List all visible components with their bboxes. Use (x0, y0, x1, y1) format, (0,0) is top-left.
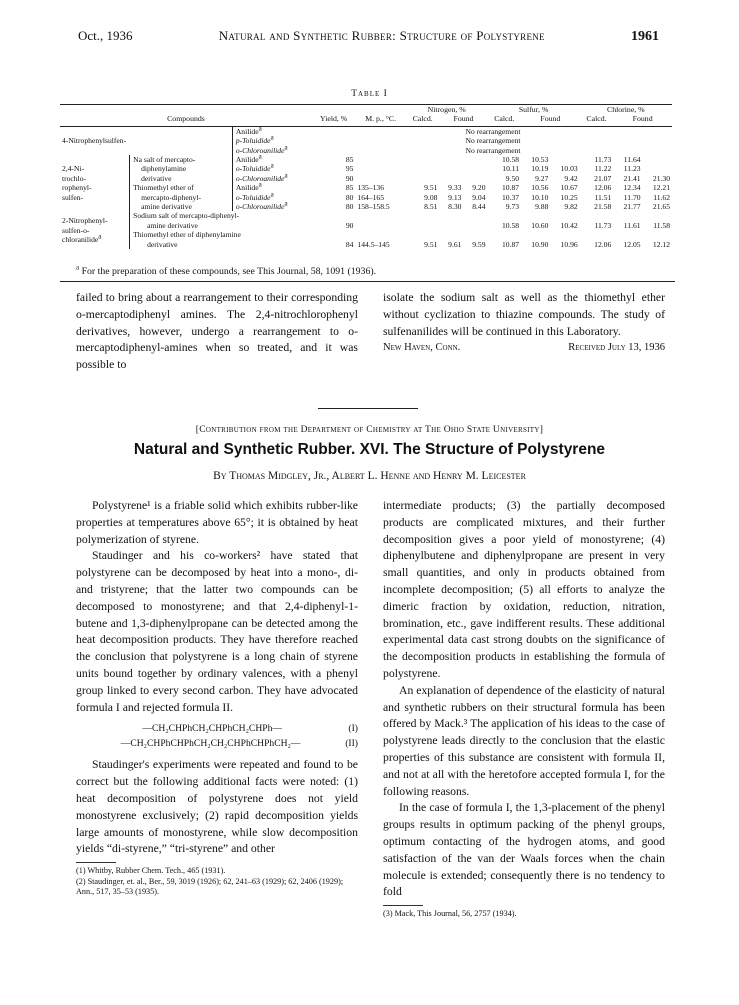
cl-calcd-cell: 11.73 (594, 220, 612, 230)
n-found-cell: 9.61 (448, 239, 462, 249)
cl-found-cell: 11.62 (653, 192, 670, 202)
table-row (60, 155, 672, 164)
header-n-found: Found (453, 114, 474, 124)
paragraph: failed to bring about a rearrangement to their corresponding o-mercaptodiphenyl amines. The 2,4-nitrochlorophenyl derivatives, however, undergo a rearrangement to o-mercaptodiphenyl-amines when so treated, and it was possible to (76, 291, 358, 372)
derivative: o-Chloroanilide$^a$ (232, 202, 312, 211)
paragraph: isolate the sodium salt as well as the thiomethyl ether without cyclization to thiazine compounds. The study of sulfenanilides will be continued in this Laboratory. (383, 291, 665, 338)
cl-found-cell: 11.70 (623, 192, 641, 202)
derivative: Anilide$^a$ (232, 183, 312, 192)
n-calcd-cell: 8.51 (424, 202, 438, 212)
footnote: (3) Mack, This Journal, 56, 2757 (1934). (383, 909, 517, 919)
n-found-cell: 8.44 (472, 202, 486, 212)
table-bottom-rule (60, 281, 675, 282)
s-calcd-cell: 10.87 (501, 239, 520, 249)
s-calcd-cell: 9.50 (505, 173, 520, 183)
cl-calcd-cell: 21.07 (594, 173, 612, 183)
cl-found-cell: 11.23 (623, 164, 641, 174)
header-yield: Yield, % (320, 114, 348, 124)
compound-name: 2-Nitrophenyl- sulfen-o- chloranilide$^a$ (62, 216, 108, 244)
header-compounds: Compounds (167, 114, 205, 124)
footnote-rule (383, 905, 423, 906)
cl-found-cell: 11.64 (623, 155, 641, 165)
cl-calcd-cell: 11.22 (594, 164, 612, 174)
header-s-calcd: Calcd. (494, 114, 515, 124)
cl-found-cell: 21.30 (652, 173, 670, 183)
cl-calcd-cell: 11.73 (594, 155, 612, 165)
footnote: (2) Staudinger, et. al., Ber., 59, 3019 (1926); 62, 241–63 (1929); 62, 2406 (1929); Ann., 517, 35–53 (1935). (76, 876, 344, 896)
s-calcd-cell: 10.87 (501, 183, 520, 193)
contribution-line: [Contribution from the Department of Chemistry at The Ohio State University] (195, 425, 544, 435)
running-header (78, 28, 659, 46)
s-found-cell: 10.60 (531, 220, 549, 230)
derivative: o-Toluidide$^a$ (232, 164, 312, 173)
cl-calcd-cell: 12.06 (594, 239, 612, 249)
table-row (60, 126, 672, 136)
n-found-cell: 9.20 (472, 183, 486, 193)
table-row (60, 230, 672, 249)
derivative: o-Chloroanilide$^a$ (232, 146, 312, 155)
paragraph: intermediate products; (3) the partially decomposed products are complicated mixtures, and their further decomposition gives a poor yield of monostyrene; (4) diphenylbutene and diphenylpropane are present in very small quantities, and only in products obtained from incomplete decomposition; (5) all efforts to analyze the dimeric fraction by oxidation, reduction, nitration, bromination, etc., gave indifferent results. These additional experimental data cast strong doubts on the significance of the decomposition products in establishing the formula of polystyrene. (383, 499, 665, 680)
cl-found-cell: 12.05 (623, 239, 641, 249)
compound-name: 4-Nitrophenylsulfen- (62, 136, 127, 146)
cl-calcd-cell: 11.51 (594, 192, 612, 202)
n-found-cell: 9.59 (472, 239, 486, 249)
cl-found-cell: 21.65 (652, 202, 670, 212)
paragraph: In the case of formula I, the 1,3-placement of the phenyl groups results in optimum packing of the phenyl groups, optimum contacting of the hydrogen atoms, and good satisfaction of the van der Waals forces when the chain molecule is extended; consequently there is no tendency to fold (383, 801, 665, 899)
yield-cell: 90 (345, 220, 354, 230)
derivative: Thiomethyl ether of diphenylamine derivative (130, 230, 312, 249)
note: No rearrangement (465, 145, 521, 155)
s-found-cell: 10.90 (531, 239, 549, 249)
received-date: Received July 13, 1936 (568, 342, 665, 354)
place: New Haven, Conn. (383, 342, 461, 354)
s-found-cell: 10.56 (531, 183, 549, 193)
note: No rearrangement (465, 126, 521, 136)
yield-cell: 80 (345, 202, 354, 212)
s-found-cell: 9.27 (535, 173, 549, 183)
cl-found-cell: 21.41 (623, 173, 641, 183)
paragraph: Staudinger and his co-workers² have stated that polystyrene can be decomposed by heat into a mono-, di- and tristyrene; that the latter two compounds can be decomposed to monostyrene; and that 2,4-diphenyl-1-butene and 1,3-diphenylpropane can be detected among the heat decomposition products. They have therefore reached the conclusion that polystyrene is a long chain of styrene units bound together by ordinary valences, with a phenyl group linked to every second carbon. They have advocated formula I and rejected formula II. (76, 549, 358, 714)
s-calcd-cell: 9.73 (505, 202, 520, 212)
header-nitrogen: Nitrogen, % (427, 105, 466, 114)
header-sulfur: Sulfur, % (518, 105, 549, 114)
table-row (60, 211, 672, 230)
s-calcd-cell: 10.58 (501, 220, 520, 230)
derivative: Anilide$^a$ (232, 126, 312, 136)
s-found-cell: 10.03 (560, 164, 578, 174)
n-calcd-cell: 9.51 (424, 239, 438, 249)
n-calcd-cell: 9.51 (424, 183, 438, 193)
data-table (60, 102, 672, 249)
mp-cell: 135–136 (357, 183, 384, 193)
received-line (383, 340, 665, 357)
s-found-cell: 10.96 (560, 239, 578, 249)
s-found-cell: 10.53 (531, 155, 549, 165)
n-found-cell: 9.33 (448, 183, 462, 193)
cl-found-cell: 12.21 (652, 183, 670, 193)
compound-name: 2,4-Ni- trochlo- rophenyl- sulfen- (62, 164, 92, 202)
derivative: Anilide$^a$ (232, 155, 312, 164)
prev-article-left-column (76, 290, 358, 374)
page-number: 1961 (631, 29, 659, 44)
n-found-cell: 9.13 (448, 192, 462, 202)
paragraph: Staudinger's experiments were repeated and found to be correct but the following additional facts were noted: (1) heat decomposition of polystyrene does not yield monostyrene exclusively; (2) rapid decomposition yields large amounts of monostyrene, while slow decomposition yields “di-styrene,” “tri-styrene” and other (76, 758, 358, 856)
yield-cell: 90 (345, 173, 354, 183)
derivative: p-Toluidide$^a$ (232, 136, 312, 145)
s-calcd-cell: 10.58 (501, 155, 520, 165)
yield-cell: 95 (345, 164, 354, 174)
article-title: Natural and Synthetic Rubber. XVI. The Structure of Polystyrene (133, 441, 606, 458)
cl-calcd-cell: 21.58 (594, 202, 612, 212)
table-row (60, 183, 672, 192)
compound-subgroup: Thiomethyl ether of mercapto-diphenyl- amine derivative (130, 183, 233, 211)
derivative: o-Toluidide$^a$ (232, 193, 312, 202)
mp-cell: 144.5–145 (357, 239, 390, 249)
mp-cell: 164–165 (357, 192, 384, 202)
paragraph: An explanation of dependence of the elasticity of natural and synthetic rubbers on their structural formula has been offered by Mack.³ The application of his ideas to the case of polystyrene leads directly to the conclusion that the elastic properties of this substance are consistent with formula II, and not at all with the heretofore accepted formula I, for the following reasons. (383, 683, 665, 798)
compound-subgroup: Na salt of mercapto- diphenylamine derivative (130, 155, 233, 183)
running-title: Natural and Synthetic Rubber: Structure of Polystyrene (218, 28, 545, 43)
n-found-cell: 8.30 (448, 202, 462, 212)
header-mp: M. p., °C. (365, 114, 397, 124)
header-cl-found: Found (632, 114, 653, 124)
s-found-cell: 10.67 (560, 183, 578, 193)
s-found-cell: 10.25 (560, 192, 578, 202)
n-found-cell: 9.04 (472, 192, 486, 202)
yield-cell: 84 (345, 239, 354, 249)
header-s-found: Found (540, 114, 561, 124)
yield-cell: 80 (345, 192, 354, 202)
s-calcd-cell: 10.37 (501, 192, 520, 202)
cl-calcd-cell: 12.06 (594, 183, 612, 193)
prev-article-right-column (383, 290, 665, 357)
cl-found-cell: 12.12 (652, 239, 670, 249)
table-footnote: $^a$ For the preparation of these compounds, see This Journal, 58, 1091 (1936). (76, 263, 377, 277)
cl-found-cell: 21.77 (623, 202, 641, 212)
cl-found-cell: 11.61 (623, 220, 641, 230)
footnote-rule (76, 862, 116, 863)
cl-found-cell: 11.58 (653, 220, 670, 230)
header-cl-calcd: Calcd. (586, 114, 607, 124)
footnote: (1) Whitby, Rubber Chem. Tech., 465 (1931). (76, 866, 226, 876)
s-calcd-cell: 10.11 (502, 164, 520, 174)
mp-cell: 158–158.5 (357, 202, 390, 212)
yield-cell: 85 (345, 155, 354, 165)
author-line: By Thomas Midgley, Jr., Albert L. Henne and Henry M. Leicester (213, 470, 526, 482)
derivative: Sodium salt of mercapto-diphenyl- amine derivative (130, 211, 312, 230)
paragraph: Polystyrene¹ is a friable solid which exhibits rubber-like properties at temperatures above 65°; it is obtained by heat polymerization of styrene. (76, 499, 358, 546)
n-calcd-cell: 9.08 (424, 192, 438, 202)
left-column (76, 498, 358, 897)
s-found-cell: 10.10 (531, 192, 549, 202)
s-found-cell: 10.42 (560, 220, 578, 230)
right-column (383, 498, 665, 920)
section-divider (318, 408, 418, 409)
header-date: Oct., 1936 (78, 28, 133, 43)
derivative: o-Chloroanilide$^a$ (232, 174, 312, 183)
yield-cell: 85 (345, 183, 354, 193)
s-found-cell: 9.42 (564, 173, 578, 183)
s-found-cell: 9.82 (564, 202, 578, 212)
s-found-cell: 9.88 (535, 202, 549, 212)
header-chlorine: Chlorine, % (607, 105, 645, 114)
formula-2: —CH₂CHPhCHPhCH₂CH₂CHPhCHPhCH₂— (II) (120, 737, 358, 749)
cl-found-cell: 12.34 (623, 183, 641, 193)
formula-1: —CH₂CHPhCH₂CHPhCH₂CHPh— (I) (142, 723, 358, 735)
note: No rearrangement (465, 136, 521, 146)
table-title: Table I (351, 89, 388, 99)
header-n-calcd: Calcd. (412, 114, 433, 124)
s-found-cell: 10.19 (531, 164, 549, 174)
